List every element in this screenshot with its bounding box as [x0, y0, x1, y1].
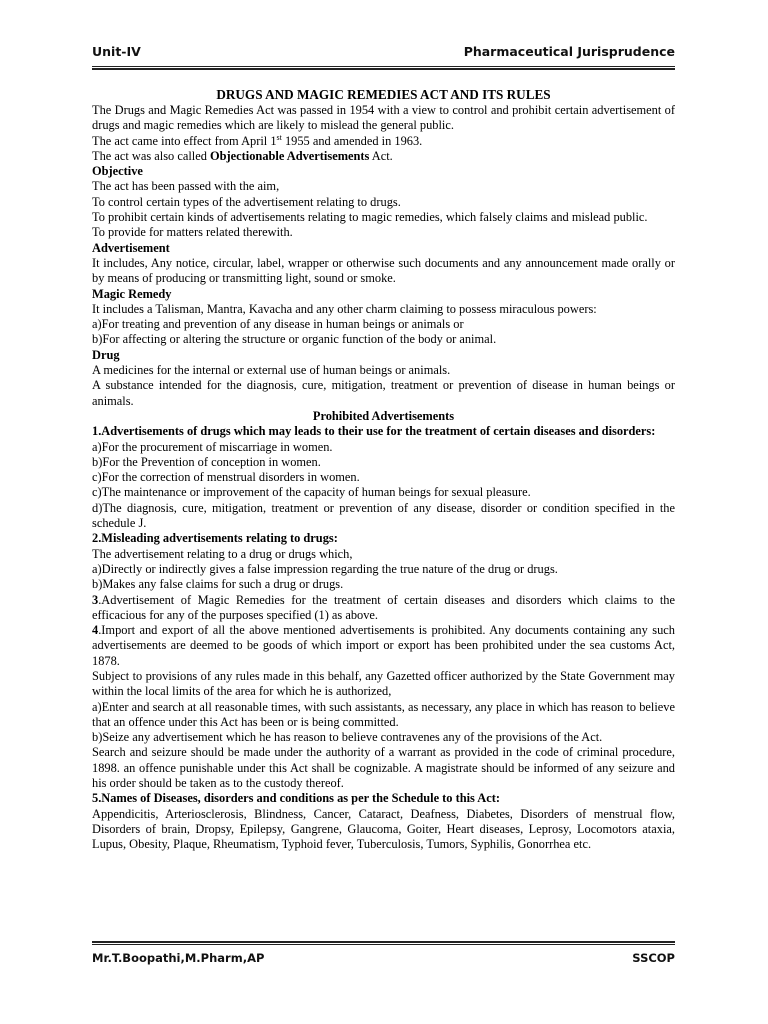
section-2-item: The advertisement relating to a drug or drugs which, — [92, 546, 353, 561]
objective-line: To provide for matters related therewith. — [92, 225, 293, 240]
magic-remedy-line: It includes a Talisman, Mantra, Kavacha and any other charm claiming to possess miraculous powers: — [92, 301, 597, 316]
header-subject: Pharmaceutical Jurisprudence — [463, 44, 675, 59]
section-4-line: b)Seize any advertisement which he has reason to believe contravenes any of the provisions of the Act. — [92, 730, 603, 745]
document-body — [92, 86, 675, 853]
section-1-item: b)For the Prevention of conception in women. — [92, 454, 321, 469]
section-4-line: Subject to provisions of any rules made in this behalf, any Gazetted officer authorized by the State Government may within the local limits of the area for which he is authorized, — [92, 668, 675, 699]
document-title: DRUGS AND MAGIC REMEDIES ACT AND ITS RULES — [216, 87, 551, 102]
section-1-item: d)The diagnosis, cure, mitigation, treatment or prevention of any disease, disorder or condition specified in the schedule J. — [92, 500, 675, 531]
magic-remedy-heading: Magic Remedy — [92, 286, 172, 301]
advertisement-definition: It includes, Any notice, circular, label, wrapper or otherwise such documents and any announcement made orally or by means of producing or transmitting light, sound or smoke. — [92, 255, 675, 286]
section-1-heading: 1.Advertisements of drugs which may leads to their use for the treatment of certain diseases and disorders: — [92, 424, 656, 439]
footer-college: SSCOP — [632, 951, 675, 965]
footer-rule-thin — [92, 944, 675, 945]
section-3-paragraph: 3.Advertisement of Magic Remedies for the treatment of certain diseases and disorders which claims to the efficacious for any of the purposes specified (1) as above. — [92, 592, 675, 622]
section-2-item: a)Directly or indirectly gives a false impression regarding the true nature of the drug or drugs. — [92, 561, 558, 576]
advertisement-heading: Advertisement — [92, 240, 170, 255]
header-unit: Unit-IV — [92, 44, 141, 59]
magic-remedy-line: b)For affecting or altering the structure or organic function of the body or animal. — [92, 332, 497, 347]
section-4-paragraph: 4.Import and export of all the above mentioned advertisements is prohibited. Any documents containing any such advertisements are deemed to be goods of which import or export has been prohibited under the sea customs Act, 1878. — [92, 623, 675, 668]
section-2-heading: 2.Misleading advertisements relating to drugs: — [92, 531, 338, 546]
page-footer — [92, 951, 675, 969]
section-4-line: Search and seizure should be made under the authority of a warrant as provided in the code of criminal procedure, 1898. an offence punishable under this Act shall be cognizable. A magistrate should be informed of any seizure and his order should be taken as to the custody thereof. — [92, 745, 675, 791]
objective-line: To control certain types of the advertisement relating to drugs. — [92, 194, 401, 209]
intro-alias-line: The act was also called Objectionable Advertisements Act. — [92, 148, 393, 163]
magic-remedy-line: a)For treating and prevention of any disease in human beings or animals or — [92, 317, 464, 332]
section-5-disease-list: Appendicitis, Arteriosclerosis, Blindness, Cancer, Cataract, Deafness, Diabetes, Disorders of menstrual flow, Disorders of brain, Dropsy, Epilepsy, Gangrene, Glaucoma, Goiter, Heart diseases, Leprosy, Locomotors ataxia, Lupus, Obesity, Plaque, Rheumatism, Typhoid fever, Tuberculosis, Tumors, Syphilis, Gonorrhea etc. — [92, 806, 675, 852]
section-2-item: b)Makes any false claims for such a drug or drugs. — [92, 577, 344, 592]
section-1-item: a)For the procurement of miscarriage in women. — [92, 439, 333, 454]
header-rule-thick — [92, 68, 675, 70]
section-1-item: c)For the correction of menstrual disorders in women. — [92, 470, 360, 485]
drug-line: A medicines for the internal or external use of human beings or animals. — [92, 363, 451, 378]
footer-author: Mr.T.Boopathi,M.Pharm,AP — [92, 951, 265, 965]
drug-heading: Drug — [92, 347, 120, 362]
section-4-line: a)Enter and search at all reasonable times, with such assistants, as necessary, any place in which has reason to believe that an offence under this Act has been or is being committed. — [92, 699, 675, 729]
page-header — [92, 44, 675, 62]
intro-date-line: The act came into effect from April 1st 1955 and amended in 1963. — [92, 132, 423, 148]
footer-rule-thick — [92, 941, 675, 943]
objective-line: The act has been passed with the aim, — [92, 179, 280, 194]
intro-paragraph: The Drugs and Magic Remedies Act was passed in 1954 with a view to control and prohibit certain advertisement of drugs and magic remedies which are likely to mislead the general public. — [92, 103, 675, 133]
objective-line: To prohibit certain kinds of advertisements relating to magic remedies, which falsely claims and mislead public. — [92, 210, 648, 225]
section-1-item: c)The maintenance or improvement of the capacity of human beings for sexual pleasure. — [92, 485, 531, 500]
drug-line: A substance intended for the diagnosis, cure, mitigation, treatment or prevention of disease in human beings or animals. — [92, 378, 675, 408]
header-rule-thin — [92, 66, 675, 67]
section-5-heading: 5.Names of Diseases, disorders and conditions as per the Schedule to this Act: — [92, 791, 500, 806]
prohibited-heading: Prohibited Advertisements — [312, 408, 455, 423]
objective-heading: Objective — [92, 164, 143, 179]
